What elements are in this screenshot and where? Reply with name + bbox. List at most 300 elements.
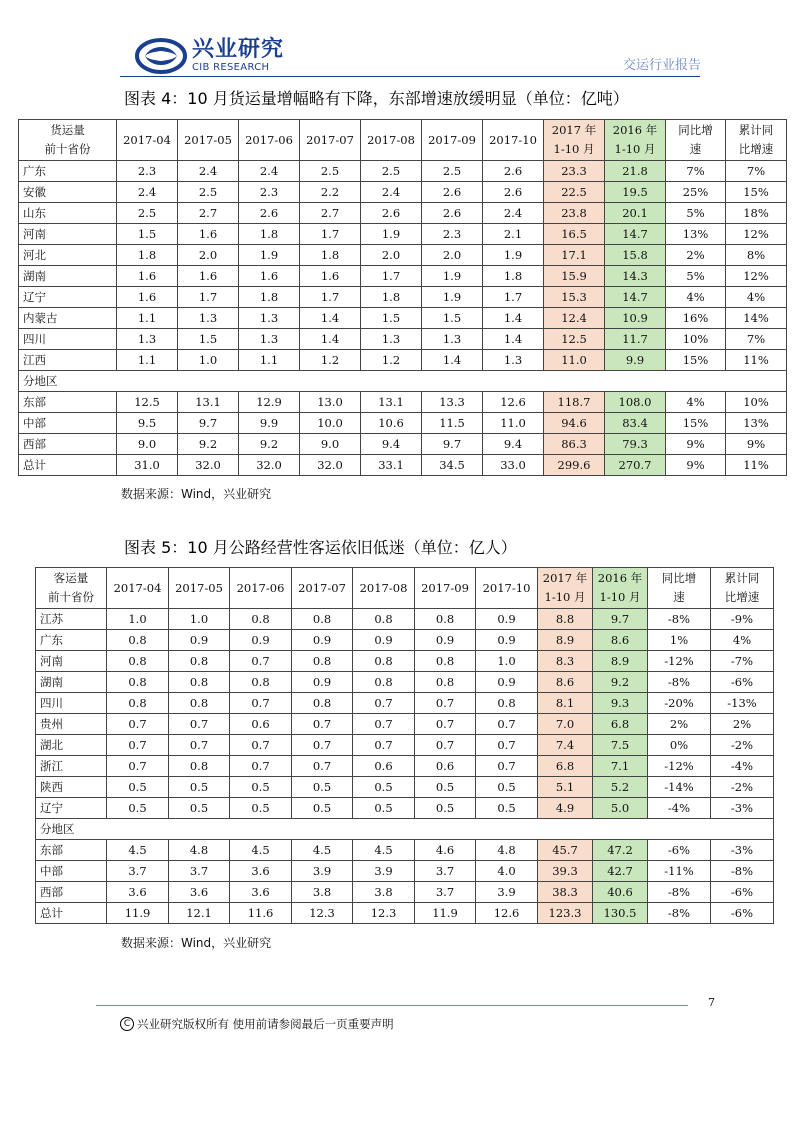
column-header: 2017-04 bbox=[117, 120, 178, 161]
value-cell: 1.6 bbox=[239, 266, 300, 287]
province-cell: 浙江 bbox=[36, 756, 107, 777]
province-cell: 湖南 bbox=[19, 266, 117, 287]
value-cell: 0.8 bbox=[230, 609, 292, 630]
value-cell: 0.8 bbox=[353, 609, 415, 630]
value-cell: 0.5 bbox=[292, 777, 353, 798]
table-row bbox=[36, 630, 774, 651]
value-cell: 10% bbox=[666, 329, 726, 350]
page-header bbox=[0, 0, 793, 80]
value-cell: 0.8 bbox=[107, 693, 169, 714]
province-cell: 安徽 bbox=[19, 182, 117, 203]
region-cell: 东部 bbox=[36, 840, 107, 861]
value-cell: 15.8 bbox=[605, 245, 666, 266]
value-cell: 8.8 bbox=[538, 609, 593, 630]
value-cell: 12.4 bbox=[544, 308, 605, 329]
column-header: 2017-06 bbox=[239, 120, 300, 161]
table-row bbox=[36, 714, 774, 735]
column-header: 2017-05 bbox=[178, 120, 239, 161]
table-header-row bbox=[19, 120, 787, 161]
table-row bbox=[19, 434, 787, 455]
value-cell: 25% bbox=[666, 182, 726, 203]
value-cell: 45.7 bbox=[538, 840, 593, 861]
value-cell: 1.2 bbox=[300, 350, 361, 371]
value-cell: -6% bbox=[648, 840, 711, 861]
value-cell: 15.9 bbox=[544, 266, 605, 287]
value-cell: 5% bbox=[666, 203, 726, 224]
value-cell: 2.4 bbox=[361, 182, 422, 203]
value-cell: 9% bbox=[666, 455, 726, 476]
value-cell: 9.7 bbox=[593, 609, 648, 630]
value-cell: 0.5 bbox=[415, 777, 476, 798]
value-cell: 1.5 bbox=[117, 224, 178, 245]
copyright-text: 兴业研究版权所有 使用前请参阅最后一页重要声明 bbox=[137, 1017, 394, 1031]
value-cell: 12.9 bbox=[239, 392, 300, 413]
value-cell: 1.7 bbox=[300, 287, 361, 308]
value-cell: 9.5 bbox=[117, 413, 178, 434]
value-cell: 1.8 bbox=[239, 224, 300, 245]
value-cell: 21.8 bbox=[605, 161, 666, 182]
value-cell: 1.1 bbox=[117, 308, 178, 329]
region-label-row bbox=[19, 371, 787, 392]
value-cell: 1.9 bbox=[239, 245, 300, 266]
region-cell: 西部 bbox=[36, 882, 107, 903]
value-cell: 1.7 bbox=[483, 287, 544, 308]
value-cell: 12.6 bbox=[476, 903, 538, 924]
value-cell: 3.9 bbox=[353, 861, 415, 882]
value-cell: 3.6 bbox=[169, 882, 230, 903]
value-cell: 0.7 bbox=[107, 714, 169, 735]
province-cell: 湖南 bbox=[36, 672, 107, 693]
column-header: 同比增 速 bbox=[648, 568, 711, 609]
value-cell: 0.9 bbox=[353, 630, 415, 651]
value-cell: 0.6 bbox=[230, 714, 292, 735]
table-row bbox=[19, 203, 787, 224]
region-cell: 中部 bbox=[36, 861, 107, 882]
value-cell: 11% bbox=[726, 455, 787, 476]
value-cell: 0.9 bbox=[476, 672, 538, 693]
value-cell: 1.7 bbox=[300, 224, 361, 245]
value-cell: 12% bbox=[726, 266, 787, 287]
value-cell: 2.4 bbox=[117, 182, 178, 203]
value-cell: 0.7 bbox=[169, 735, 230, 756]
value-cell: 0.5 bbox=[230, 798, 292, 819]
value-cell: 0.9 bbox=[230, 630, 292, 651]
value-cell: 0.7 bbox=[292, 756, 353, 777]
value-cell: 1.6 bbox=[117, 266, 178, 287]
value-cell: 0.7 bbox=[107, 735, 169, 756]
value-cell: -11% bbox=[648, 861, 711, 882]
province-cell: 江苏 bbox=[36, 609, 107, 630]
value-cell: 4.5 bbox=[230, 840, 292, 861]
column-header: 2017-04 bbox=[107, 568, 169, 609]
value-cell: 4.9 bbox=[538, 798, 593, 819]
value-cell: 0.8 bbox=[292, 693, 353, 714]
value-cell: 1.9 bbox=[422, 266, 483, 287]
copyright-notice bbox=[120, 1016, 394, 1032]
value-cell: 0.7 bbox=[415, 693, 476, 714]
value-cell: 1.5 bbox=[178, 329, 239, 350]
value-cell: 9.4 bbox=[361, 434, 422, 455]
value-cell: 2.5 bbox=[178, 182, 239, 203]
value-cell: 16.5 bbox=[544, 224, 605, 245]
value-cell: 0.7 bbox=[169, 714, 230, 735]
table2-caption: 图表 5：10 月公路经营性客运依旧低迷（单位：亿人） bbox=[124, 538, 517, 557]
value-cell: 1.4 bbox=[300, 308, 361, 329]
value-cell: 12.1 bbox=[169, 903, 230, 924]
value-cell: 47.2 bbox=[593, 840, 648, 861]
value-cell: 7% bbox=[726, 161, 787, 182]
value-cell: 8.6 bbox=[538, 672, 593, 693]
region-cell: 总计 bbox=[19, 455, 117, 476]
value-cell: 3.7 bbox=[415, 882, 476, 903]
freight-table bbox=[18, 119, 787, 476]
value-cell: 0.8 bbox=[353, 672, 415, 693]
value-cell: 0.7 bbox=[415, 735, 476, 756]
value-cell: 1.4 bbox=[483, 308, 544, 329]
value-cell: 2.4 bbox=[178, 161, 239, 182]
value-cell: 1.9 bbox=[422, 287, 483, 308]
column-header: 2016 年 1-10 月 bbox=[593, 568, 648, 609]
table-row bbox=[36, 903, 774, 924]
value-cell: 5.0 bbox=[593, 798, 648, 819]
value-cell: 1.1 bbox=[239, 350, 300, 371]
value-cell: 0.8 bbox=[476, 693, 538, 714]
value-cell: 9.7 bbox=[422, 434, 483, 455]
table-row bbox=[36, 609, 774, 630]
column-header: 2017-06 bbox=[230, 568, 292, 609]
value-cell: 7.1 bbox=[593, 756, 648, 777]
table-row bbox=[36, 651, 774, 672]
province-cell: 广东 bbox=[36, 630, 107, 651]
value-cell: -3% bbox=[711, 840, 774, 861]
value-cell: 0.8 bbox=[230, 672, 292, 693]
value-cell: 2.6 bbox=[483, 182, 544, 203]
value-cell: -8% bbox=[711, 861, 774, 882]
province-cell: 贵州 bbox=[36, 714, 107, 735]
value-cell: 1.9 bbox=[483, 245, 544, 266]
value-cell: 5% bbox=[666, 266, 726, 287]
value-cell: 2.0 bbox=[361, 245, 422, 266]
column-header: 2017-10 bbox=[483, 120, 544, 161]
province-cell: 河南 bbox=[36, 651, 107, 672]
value-cell: 10.6 bbox=[361, 413, 422, 434]
table-row bbox=[36, 672, 774, 693]
value-cell: 6.8 bbox=[538, 756, 593, 777]
value-cell: 13% bbox=[726, 413, 787, 434]
value-cell: 13.1 bbox=[361, 392, 422, 413]
value-cell: 4% bbox=[711, 630, 774, 651]
value-cell: 79.3 bbox=[605, 434, 666, 455]
value-cell: 1.4 bbox=[300, 329, 361, 350]
value-cell: -20% bbox=[648, 693, 711, 714]
value-cell: 23.3 bbox=[544, 161, 605, 182]
page-number: 7 bbox=[708, 996, 715, 1009]
value-cell: 14.7 bbox=[605, 287, 666, 308]
value-cell: 0.5 bbox=[169, 777, 230, 798]
value-cell: 3.6 bbox=[107, 882, 169, 903]
region-label-row bbox=[36, 819, 774, 840]
value-cell: 1.6 bbox=[178, 224, 239, 245]
value-cell: 0.8 bbox=[169, 672, 230, 693]
value-cell: 12.3 bbox=[353, 903, 415, 924]
value-cell: 0.8 bbox=[169, 651, 230, 672]
value-cell: 38.3 bbox=[538, 882, 593, 903]
value-cell: -4% bbox=[648, 798, 711, 819]
value-cell: -12% bbox=[648, 651, 711, 672]
value-cell: 2.7 bbox=[300, 203, 361, 224]
value-cell: 15% bbox=[726, 182, 787, 203]
value-cell: -9% bbox=[711, 609, 774, 630]
value-cell: 11% bbox=[726, 350, 787, 371]
value-cell: 9.4 bbox=[483, 434, 544, 455]
table-row bbox=[36, 777, 774, 798]
value-cell: 5.1 bbox=[538, 777, 593, 798]
value-cell: 2.0 bbox=[422, 245, 483, 266]
region-cell: 总计 bbox=[36, 903, 107, 924]
value-cell: 3.8 bbox=[292, 882, 353, 903]
value-cell: 8.1 bbox=[538, 693, 593, 714]
value-cell: 12.5 bbox=[544, 329, 605, 350]
column-header: 2017-10 bbox=[476, 568, 538, 609]
table-row bbox=[19, 245, 787, 266]
value-cell: 18% bbox=[726, 203, 787, 224]
value-cell: 2.6 bbox=[422, 182, 483, 203]
value-cell: 1.6 bbox=[117, 287, 178, 308]
value-cell: 4.6 bbox=[415, 840, 476, 861]
value-cell: 4% bbox=[666, 392, 726, 413]
table-row bbox=[19, 266, 787, 287]
value-cell: 40.6 bbox=[593, 882, 648, 903]
value-cell: -6% bbox=[711, 882, 774, 903]
value-cell: 1.4 bbox=[483, 329, 544, 350]
table-row bbox=[19, 392, 787, 413]
table-row bbox=[36, 840, 774, 861]
value-cell: 2.5 bbox=[422, 161, 483, 182]
value-cell: 16% bbox=[666, 308, 726, 329]
table-row bbox=[19, 329, 787, 350]
province-cell: 河南 bbox=[19, 224, 117, 245]
value-cell: 1.8 bbox=[300, 245, 361, 266]
value-cell: 0.9 bbox=[476, 609, 538, 630]
value-cell: 1.7 bbox=[361, 266, 422, 287]
value-cell: 15% bbox=[666, 350, 726, 371]
value-cell: 15.3 bbox=[544, 287, 605, 308]
value-cell: 1.2 bbox=[361, 350, 422, 371]
value-cell: 0.7 bbox=[353, 735, 415, 756]
value-cell: 0.5 bbox=[415, 798, 476, 819]
value-cell: 1.5 bbox=[422, 308, 483, 329]
value-cell: -8% bbox=[648, 672, 711, 693]
value-cell: 32.0 bbox=[178, 455, 239, 476]
value-cell: 2.3 bbox=[239, 182, 300, 203]
value-cell: 0.5 bbox=[292, 798, 353, 819]
value-cell: 1.6 bbox=[178, 266, 239, 287]
province-cell: 陕西 bbox=[36, 777, 107, 798]
value-cell: 32.0 bbox=[300, 455, 361, 476]
value-cell: 9.2 bbox=[593, 672, 648, 693]
value-cell: 9.7 bbox=[178, 413, 239, 434]
value-cell: 0.5 bbox=[169, 798, 230, 819]
value-cell: 14% bbox=[726, 308, 787, 329]
value-cell: 1.3 bbox=[178, 308, 239, 329]
value-cell: 2.6 bbox=[422, 203, 483, 224]
value-cell: -13% bbox=[711, 693, 774, 714]
value-cell: 1.3 bbox=[239, 329, 300, 350]
value-cell: 1.4 bbox=[422, 350, 483, 371]
value-cell: 12.6 bbox=[483, 392, 544, 413]
value-cell: 1.8 bbox=[117, 245, 178, 266]
value-cell: 11.5 bbox=[422, 413, 483, 434]
value-cell: 0.8 bbox=[353, 651, 415, 672]
value-cell: 10.0 bbox=[300, 413, 361, 434]
value-cell: 0.6 bbox=[415, 756, 476, 777]
value-cell: 14.7 bbox=[605, 224, 666, 245]
value-cell: 0.7 bbox=[476, 735, 538, 756]
region-cell: 东部 bbox=[19, 392, 117, 413]
value-cell: 14.3 bbox=[605, 266, 666, 287]
value-cell: 0.5 bbox=[107, 777, 169, 798]
value-cell: 9.9 bbox=[239, 413, 300, 434]
value-cell: 4% bbox=[666, 287, 726, 308]
value-cell: 0.7 bbox=[230, 735, 292, 756]
value-cell: 3.7 bbox=[107, 861, 169, 882]
value-cell: 86.3 bbox=[544, 434, 605, 455]
value-cell: 83.4 bbox=[605, 413, 666, 434]
value-cell: 1.8 bbox=[361, 287, 422, 308]
table-row bbox=[36, 882, 774, 903]
value-cell: 3.7 bbox=[415, 861, 476, 882]
table1-caption: 图表 4：10 月货运量增幅略有下降，东部增速放缓明显（单位：亿吨） bbox=[124, 89, 629, 108]
value-cell: 2% bbox=[666, 245, 726, 266]
value-cell: 2.2 bbox=[300, 182, 361, 203]
value-cell: 15% bbox=[666, 413, 726, 434]
value-cell: 0.8 bbox=[169, 756, 230, 777]
value-cell: 34.5 bbox=[422, 455, 483, 476]
value-cell: 1.3 bbox=[483, 350, 544, 371]
value-cell: -7% bbox=[711, 651, 774, 672]
province-cell: 湖北 bbox=[36, 735, 107, 756]
value-cell: 0.7 bbox=[230, 756, 292, 777]
value-cell: 8% bbox=[726, 245, 787, 266]
table-row bbox=[19, 413, 787, 434]
table-row bbox=[19, 182, 787, 203]
column-header: 2016 年 1-10 月 bbox=[605, 120, 666, 161]
value-cell: -2% bbox=[711, 735, 774, 756]
value-cell: 0.9 bbox=[415, 630, 476, 651]
value-cell: 2.4 bbox=[239, 161, 300, 182]
value-cell: 13.1 bbox=[178, 392, 239, 413]
table-row bbox=[19, 350, 787, 371]
column-header: 同比增 速 bbox=[666, 120, 726, 161]
table-row bbox=[36, 693, 774, 714]
header-divider bbox=[120, 76, 700, 77]
value-cell: 2% bbox=[711, 714, 774, 735]
value-cell: 0.8 bbox=[107, 630, 169, 651]
value-cell: 94.6 bbox=[544, 413, 605, 434]
value-cell: 42.7 bbox=[593, 861, 648, 882]
value-cell: 0.7 bbox=[107, 756, 169, 777]
value-cell: 0.5 bbox=[353, 798, 415, 819]
value-cell: 2.0 bbox=[178, 245, 239, 266]
value-cell: 11.9 bbox=[107, 903, 169, 924]
column-header: 2017-08 bbox=[353, 568, 415, 609]
value-cell: 9.2 bbox=[178, 434, 239, 455]
column-header: 货运量 前十省份 bbox=[19, 120, 117, 161]
value-cell: 2% bbox=[648, 714, 711, 735]
value-cell: 1.0 bbox=[169, 609, 230, 630]
table-row bbox=[36, 861, 774, 882]
value-cell: 0.6 bbox=[353, 756, 415, 777]
value-cell: -2% bbox=[711, 777, 774, 798]
value-cell: 0.8 bbox=[415, 672, 476, 693]
column-header: 2017-08 bbox=[361, 120, 422, 161]
value-cell: 1.3 bbox=[422, 329, 483, 350]
value-cell: 11.9 bbox=[415, 903, 476, 924]
value-cell: 4% bbox=[726, 287, 787, 308]
value-cell: 1.9 bbox=[361, 224, 422, 245]
value-cell: 3.6 bbox=[230, 861, 292, 882]
province-cell: 河北 bbox=[19, 245, 117, 266]
province-cell: 广东 bbox=[19, 161, 117, 182]
value-cell: 7.4 bbox=[538, 735, 593, 756]
value-cell: 7% bbox=[726, 329, 787, 350]
value-cell: 13% bbox=[666, 224, 726, 245]
value-cell: 13.0 bbox=[300, 392, 361, 413]
table1-source: 数据来源：Wind，兴业研究 bbox=[121, 487, 272, 501]
value-cell: 12% bbox=[726, 224, 787, 245]
column-header: 2017-09 bbox=[422, 120, 483, 161]
province-cell: 内蒙古 bbox=[19, 308, 117, 329]
value-cell: 3.9 bbox=[292, 861, 353, 882]
column-header: 2017-09 bbox=[415, 568, 476, 609]
value-cell: 13.3 bbox=[422, 392, 483, 413]
value-cell: 0.8 bbox=[415, 609, 476, 630]
value-cell: 2.6 bbox=[239, 203, 300, 224]
value-cell: 1% bbox=[648, 630, 711, 651]
value-cell: 2.1 bbox=[483, 224, 544, 245]
value-cell: 33.0 bbox=[483, 455, 544, 476]
value-cell: 0.8 bbox=[107, 672, 169, 693]
value-cell: 1.8 bbox=[483, 266, 544, 287]
value-cell: 0.7 bbox=[415, 714, 476, 735]
value-cell: 0.8 bbox=[169, 693, 230, 714]
value-cell: 0.8 bbox=[415, 651, 476, 672]
value-cell: -14% bbox=[648, 777, 711, 798]
value-cell: -4% bbox=[711, 756, 774, 777]
value-cell: 12.5 bbox=[117, 392, 178, 413]
column-header: 2017-07 bbox=[300, 120, 361, 161]
value-cell: 23.8 bbox=[544, 203, 605, 224]
value-cell: 8.9 bbox=[538, 630, 593, 651]
province-cell: 山东 bbox=[19, 203, 117, 224]
value-cell: 1.3 bbox=[361, 329, 422, 350]
value-cell: 1.3 bbox=[117, 329, 178, 350]
value-cell: 0.5 bbox=[476, 777, 538, 798]
value-cell: 11.0 bbox=[544, 350, 605, 371]
value-cell: 9.9 bbox=[605, 350, 666, 371]
value-cell: 118.7 bbox=[544, 392, 605, 413]
value-cell: 0.5 bbox=[230, 777, 292, 798]
value-cell: 3.7 bbox=[169, 861, 230, 882]
value-cell: 0.7 bbox=[292, 735, 353, 756]
value-cell: 12.3 bbox=[292, 903, 353, 924]
province-cell: 四川 bbox=[36, 693, 107, 714]
value-cell: 4.8 bbox=[169, 840, 230, 861]
value-cell: 9% bbox=[666, 434, 726, 455]
cib-logo-icon bbox=[135, 38, 187, 74]
province-cell: 四川 bbox=[19, 329, 117, 350]
value-cell: 7% bbox=[666, 161, 726, 182]
